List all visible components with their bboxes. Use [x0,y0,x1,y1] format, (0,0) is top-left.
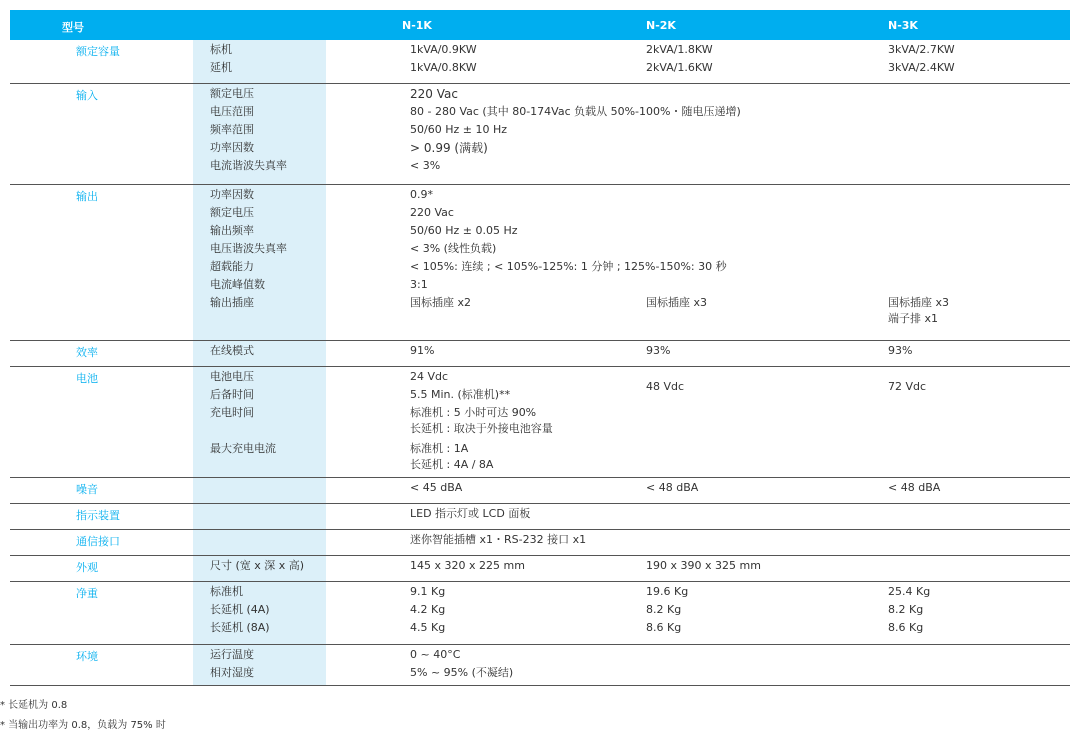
spec-value: 端子排 x1 [888,312,939,325]
spec-value: 220 Vac [410,87,458,101]
spec-name: 电流峰值数 [210,278,265,291]
footnotes [0,696,166,736]
spec-value: 3:1 [410,278,428,291]
spec-section [10,582,1070,645]
spec-value: LED 指示灯或 LCD 面板 [410,507,531,520]
spec-value: > 0.99 (满载) [410,141,488,155]
spec-name: 长延机 (8A) [210,621,270,634]
spec-name: 频率范围 [210,123,254,136]
spec-section [10,40,1070,84]
spec-section [10,84,1070,185]
subcolumn-shade [193,530,326,555]
spec-value: 93% [888,344,913,357]
spec-value: 8.2 Kg [646,603,682,616]
spec-section [10,367,1070,478]
spec-name: 尺寸 (宽 x 深 x 高) [210,559,305,572]
spec-value: 1kVA/0.8KW [410,61,477,74]
spec-name: 延机 [210,61,232,74]
spec-value: 93% [646,344,671,357]
spec-value: < 3% (线性负载) [410,242,497,255]
spec-value: 50/60 Hz ± 0.05 Hz [410,224,518,237]
spec-name: 最大充电电流 [210,442,276,455]
spec-name: 后备时间 [210,388,254,401]
spec-name: 在线模式 [210,344,254,357]
section-label: 额定容量 [76,45,120,58]
table-header [10,10,1070,40]
spec-name: 标准机 [210,585,243,598]
spec-value: 80 - 280 Vac (其中 80-174Vac 负载从 50%-100%・随电压递增) [410,105,741,118]
section-label: 效率 [76,346,98,359]
subcolumn-shade [193,478,326,503]
spec-name: 功率因数 [210,188,254,201]
spec-name: 标机 [210,43,232,56]
spec-value: < 105%: 连续 ; < 105%-125%: 1 分钟 ; 125%-150%: 30 秒 [410,260,727,273]
section-label: 输出 [76,190,98,203]
spec-name: 充电时间 [210,406,254,419]
spec-value: < 48 dBA [888,481,941,494]
spec-name: 功率因数 [210,141,254,154]
spec-value: < 48 dBA [646,481,699,494]
spec-value: 迷你智能插槽 x1・RS-232 接口 x1 [410,533,587,546]
spec-value: 4.2 Kg [410,603,446,616]
spec-name: 电压范围 [210,105,254,118]
spec-value: 3kVA/2.4KW [888,61,955,74]
spec-value: 国标插座 x3 [646,296,708,309]
section-label: 环境 [76,650,98,663]
header-n3k: N-3K [888,19,918,32]
spec-section [10,478,1070,504]
spec-section [10,530,1070,556]
header-n2k: N-2K [646,19,676,32]
spec-value: 5.5 Min. (标准机)** [410,388,511,401]
spec-name: 运行温度 [210,648,254,661]
spec-name: 相对湿度 [210,666,254,679]
spec-value: 1kVA/0.9KW [410,43,477,56]
spec-value: 19.6 Kg [646,585,689,598]
spec-name: 电流谐波失真率 [210,159,287,172]
spec-name: 电压谐波失真率 [210,242,287,255]
subcolumn-shade [193,504,326,529]
spec-value: 长延机 : 4A / 8A [410,458,494,471]
spec-value: < 3% [410,159,441,172]
spec-value: 标准机 : 5 小时可达 90% [410,406,537,419]
spec-value: 50/60 Hz ± 10 Hz [410,123,507,136]
section-label: 输入 [76,89,98,102]
spec-name: 额定电压 [210,87,254,100]
spec-name: 电池电压 [210,370,254,383]
spec-value: 25.4 Kg [888,585,931,598]
spec-value: 2kVA/1.6KW [646,61,713,74]
spec-value: 72 Vdc [888,380,927,393]
spec-name: 输出插座 [210,296,254,309]
spec-value: 24 Vdc [410,370,449,383]
spec-value: 48 Vdc [646,380,685,393]
spec-section [10,341,1070,367]
spec-section [10,504,1070,530]
spec-value: 8.2 Kg [888,603,924,616]
spec-value: 8.6 Kg [888,621,924,634]
spec-name: 额定电压 [210,206,254,219]
spec-value: 5% ~ 95% (不凝结) [410,666,514,679]
section-label: 外观 [76,561,98,574]
footnote: * 长延机为 0.8 [0,700,68,711]
spec-section [10,185,1070,341]
spec-value: 190 x 390 x 325 mm [646,559,761,572]
table-body [10,40,1070,686]
spec-value: 2kVA/1.8KW [646,43,713,56]
spec-value: 标准机 : 1A [410,442,469,455]
spec-table [10,10,1070,686]
spec-value: 91% [410,344,435,357]
section-label: 电池 [76,372,98,385]
spec-value: 145 x 320 x 225 mm [410,559,525,572]
spec-value: 9.1 Kg [410,585,446,598]
spec-value: 国标插座 x3 [888,296,950,309]
section-label: 噪音 [76,483,98,496]
header-model: 型号 [62,21,84,34]
spec-section [10,645,1070,686]
spec-value: < 45 dBA [410,481,463,494]
section-label: 净重 [76,587,98,600]
spec-value: 0 ~ 40°C [410,648,461,661]
spec-value: 8.6 Kg [646,621,682,634]
spec-value: 国标插座 x2 [410,296,472,309]
footnote: * 当输出功率为 0.8，负载为 75% 时 [0,720,166,731]
header-n1k: N-1K [402,19,432,32]
section-label: 通信接口 [76,535,120,548]
spec-value: 长延机 : 取决于外接电池容量 [410,422,553,435]
spec-value: 0.9* [410,188,433,201]
spec-name: 长延机 (4A) [210,603,270,616]
spec-value: 3kVA/2.7KW [888,43,955,56]
spec-section [10,556,1070,582]
spec-value: 4.5 Kg [410,621,446,634]
spec-name: 输出频率 [210,224,254,237]
spec-name: 超载能力 [210,260,254,273]
section-label: 指示装置 [76,509,120,522]
spec-value: 220 Vac [410,206,454,219]
